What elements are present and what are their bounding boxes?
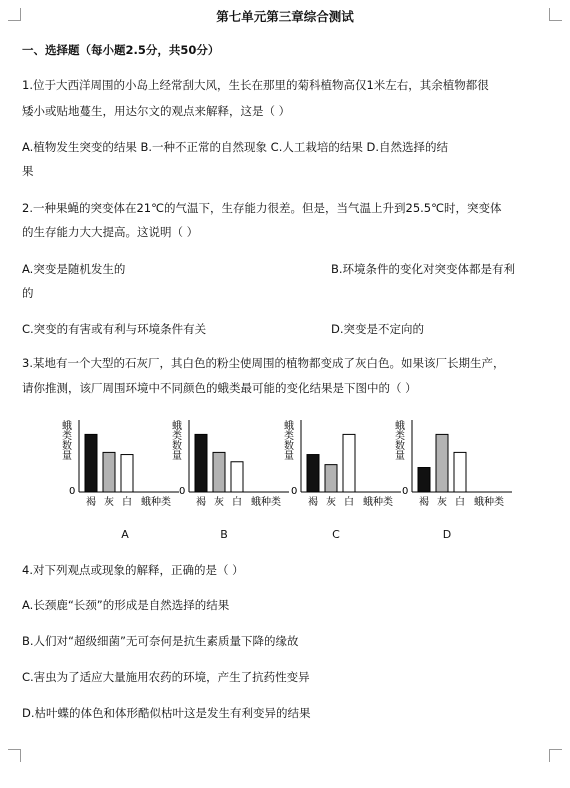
moth-charts [55, 412, 525, 512]
page-title: 第七单元第三章综合测试 [216, 9, 354, 24]
q1-options: A.植物发生突变的结果 B.一种不正常的自然现象 C.人工栽培的结果 D.自然选择的结 [22, 140, 449, 154]
chart-d-x-label: 蛾种类 [474, 497, 504, 508]
chart-d-bar-2 [454, 452, 466, 492]
chart-c-tick-1: 灰 [326, 497, 336, 508]
q1-stem-line2: 矮小或贴地蔓生，用达尔文的观点来解释，这是（ ） [22, 104, 291, 118]
chart-c-bar-0 [307, 455, 319, 492]
chart-c-origin-label: 0 [291, 486, 298, 497]
chart-d-tick-2: 白 [455, 497, 465, 508]
chart-b-bar-1 [213, 452, 225, 492]
chart-c-tick-0: 褐 [308, 497, 318, 508]
chart-d-bar-1 [436, 434, 448, 492]
chart-a-tick-1: 灰 [104, 497, 114, 508]
chart-a-origin-label: 0 [69, 486, 76, 497]
chart-a-bar-2 [121, 455, 133, 492]
chart-c-y-label: 蛾类数量 [281, 420, 293, 460]
chart-b-tick-0: 褐 [196, 497, 206, 508]
q2-option-b-cont: 的 [22, 286, 34, 300]
q2-option-c: C.突变的有害或有利与环境条件有关 [22, 322, 207, 336]
chart-c-tick-2: 白 [344, 497, 354, 508]
q4-option-d: D.枯叶蝶的体色和体形酷似枯叶这是发生有利变异的结果 [22, 706, 311, 720]
q1-options-cont: 果 [22, 164, 34, 178]
chart-a-tick-2: 白 [122, 497, 132, 508]
q3-stem-line2: 请你推测，该厂周围环境中不同颜色的蛾类最可能的变化结果是下图中的（ ） [22, 381, 417, 395]
chart-b-tick-1: 灰 [214, 497, 224, 508]
chart-a-bar-1 [103, 452, 115, 492]
chart-b-y-label: 蛾类数量 [169, 420, 181, 460]
chart-c-bar-2 [343, 434, 355, 492]
chart-c-x-label: 蛾种类 [363, 497, 393, 508]
chart-d-bar-0 [418, 468, 430, 492]
crop-mark-bottom-right [549, 749, 562, 762]
section-heading: 一、选择题（每小题2.5分，共50分） [22, 43, 220, 57]
q2-option-a: A.突变是随机发生的 [22, 262, 126, 276]
q4-option-c: C.害虫为了适应大量施用农药的环境，产生了抗药性变异 [22, 670, 310, 684]
chart-label-c: C [332, 528, 340, 541]
q4-option-a: A.长颈鹿“长颈”的形成是自然选择的结果 [22, 598, 230, 612]
chart-a-y-label: 蛾类数量 [59, 420, 71, 460]
crop-mark-bottom-left [8, 749, 21, 762]
chart-d-origin-label: 0 [402, 486, 409, 497]
chart-d-y-label: 蛾类数量 [392, 420, 404, 460]
chart-b-origin-label: 0 [179, 486, 186, 497]
chart-label-d: D [442, 528, 452, 541]
chart-label-a: A [121, 528, 129, 541]
q2-stem-line2: 的生存能力大大提高。这说明（ ） [22, 225, 199, 239]
chart-b-bar-0 [195, 434, 207, 492]
chart-d-tick-1: 灰 [437, 497, 447, 508]
q2-stem-line1: 2.一种果蝇的突变体在21℃的气温下，生存能力很差。但是，当气温上升到25.5℃时，突变体 [22, 201, 502, 215]
chart-a-x-label: 蛾种类 [141, 497, 171, 508]
q3-stem-line1: 3.某地有一个大型的石灰厂，其白色的粉尘使周围的植物都变成了灰白色。如果该厂长期生产， [22, 356, 505, 370]
chart-a-tick-0: 褐 [86, 497, 96, 508]
chart-b-tick-2: 白 [232, 497, 242, 508]
q2-option-b: B.环境条件的变化对突变体都是有利 [331, 262, 516, 276]
chart-label-b: B [220, 528, 228, 541]
chart-c-bar-1 [325, 465, 337, 492]
q2-option-d: D.突变是不定向的 [331, 322, 425, 336]
chart-b-x-label: 蛾种类 [251, 497, 281, 508]
q4-option-b: B.人们对“超级细菌”无可奈何是抗生素质量下降的缘故 [22, 634, 299, 648]
chart-a-bar-0 [85, 434, 97, 492]
q1-stem-line1: 1.位于大西洋周围的小岛上经常刮大风，生长在那里的菊科植物高仅1米左右，其余植物都很 [22, 78, 489, 92]
chart-d-tick-0: 褐 [419, 497, 429, 508]
q4-stem: 4.对下列观点或现象的解释，正确的是（ ） [22, 563, 244, 577]
chart-b-bar-2 [231, 462, 243, 492]
